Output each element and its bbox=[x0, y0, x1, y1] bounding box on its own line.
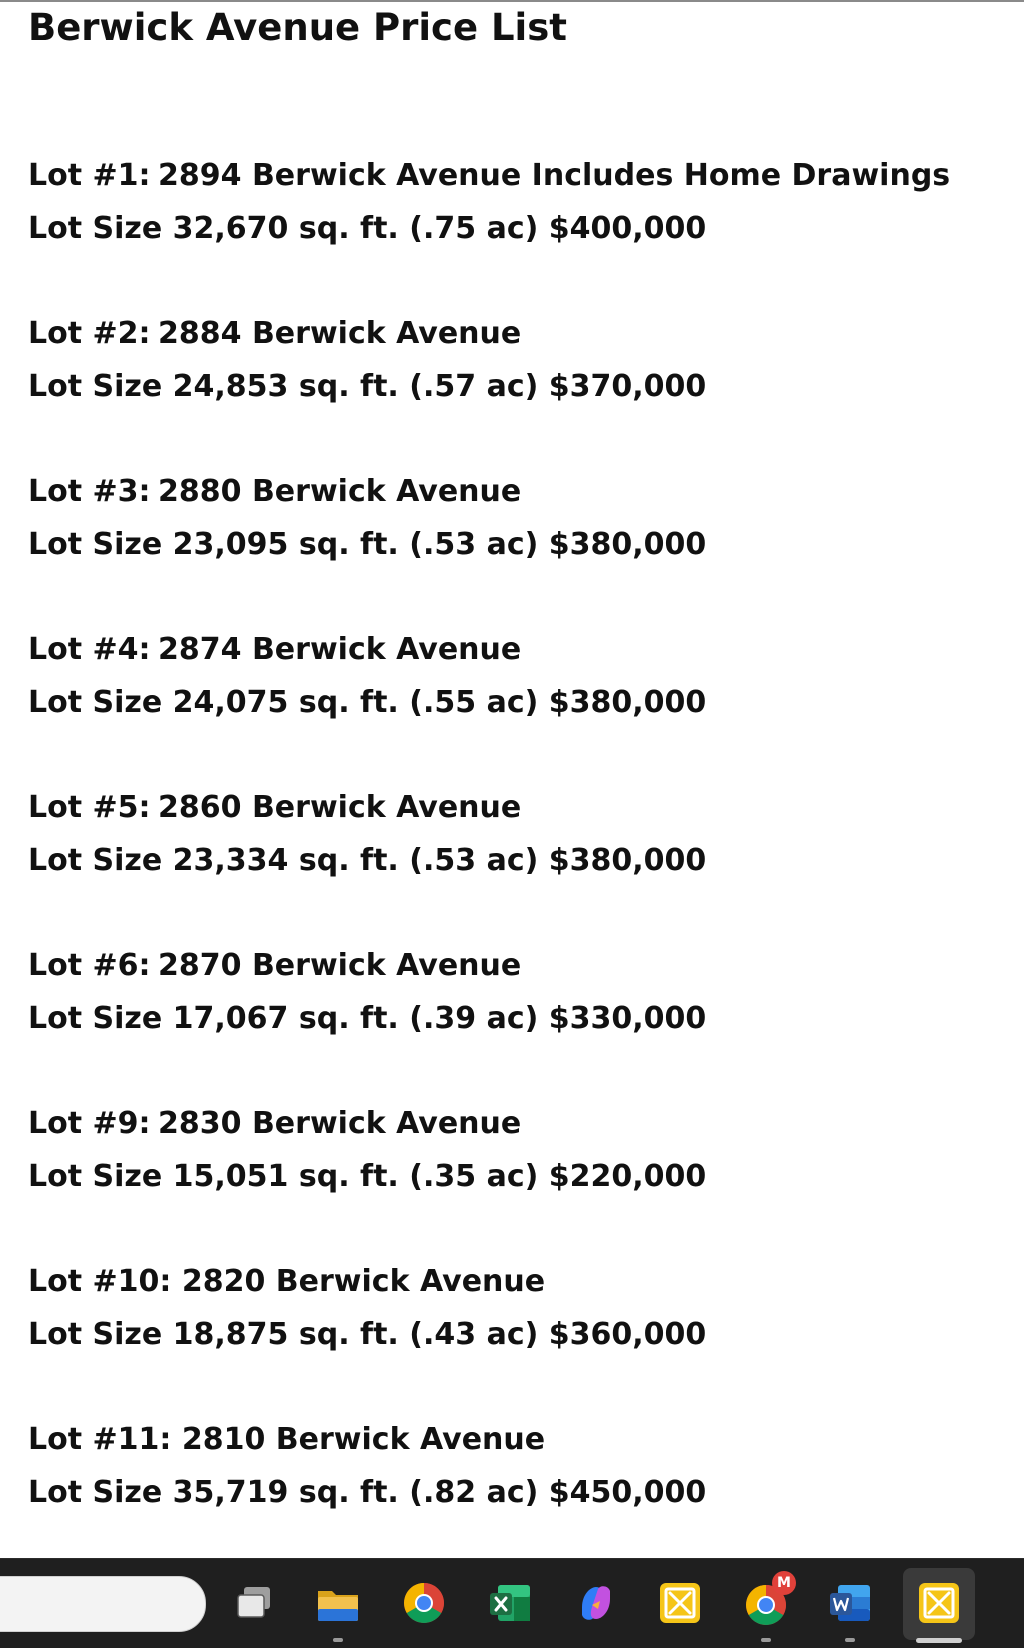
lot-size-price: Lot Size 17,067 sq. ft. (.39 ac) $330,000 bbox=[28, 1001, 707, 1036]
lot-size-price: Lot Size 18,875 sq. ft. (.43 ac) $360,000 bbox=[28, 1317, 707, 1352]
lot-size-price: Lot Size 15,051 sq. ft. (.35 ac) $220,000 bbox=[28, 1159, 707, 1194]
lot-address-line bbox=[28, 1106, 521, 1142]
snipping-tool-active-icon[interactable] bbox=[915, 1579, 963, 1627]
lot-number: Lot #4: bbox=[28, 632, 151, 667]
lot-address-line bbox=[28, 158, 950, 194]
snipping-tool-icon[interactable] bbox=[656, 1579, 704, 1627]
lot-address: 2894 Berwick Avenue Includes Home Drawings bbox=[158, 158, 951, 193]
chrome-icon[interactable] bbox=[400, 1579, 448, 1627]
lot-address-line bbox=[28, 632, 521, 668]
lot-number: Lot #6: bbox=[28, 948, 151, 983]
task-view-icon[interactable] bbox=[230, 1579, 278, 1627]
active-app-indicator bbox=[916, 1638, 962, 1643]
lot-address-line bbox=[28, 474, 521, 510]
lot-address-line bbox=[28, 1422, 545, 1458]
taskbar bbox=[0, 1558, 1024, 1648]
profile-badge: M bbox=[772, 1571, 796, 1595]
lot-number: Lot #11: bbox=[28, 1422, 172, 1457]
lot-address: 2830 Berwick Avenue bbox=[158, 1106, 522, 1141]
file-explorer-icon[interactable] bbox=[314, 1579, 362, 1627]
lot-number: Lot #2: bbox=[28, 316, 151, 351]
lot-size-price: Lot Size 35,719 sq. ft. (.82 ac) $450,000 bbox=[28, 1475, 707, 1510]
lot-address-line bbox=[28, 316, 521, 352]
lot-size-price: Lot Size 23,334 sq. ft. (.53 ac) $380,000 bbox=[28, 843, 707, 878]
running-indicator bbox=[845, 1638, 855, 1642]
taskbar-search-box[interactable] bbox=[0, 1576, 206, 1632]
excel-icon[interactable] bbox=[486, 1579, 534, 1627]
lot-address: 2874 Berwick Avenue bbox=[158, 632, 522, 667]
lot-number: Lot #9: bbox=[28, 1106, 151, 1141]
lot-size-price: Lot Size 24,853 sq. ft. (.57 ac) $370,000 bbox=[28, 369, 707, 404]
lot-address-line bbox=[28, 948, 521, 984]
running-indicator bbox=[333, 1638, 343, 1642]
lot-address: 2880 Berwick Avenue bbox=[158, 474, 522, 509]
lot-number: Lot #5: bbox=[28, 790, 151, 825]
lot-address-line bbox=[28, 1264, 545, 1300]
lot-size-price: Lot Size 23,095 sq. ft. (.53 ac) $380,000 bbox=[28, 527, 707, 562]
lot-size-price: Lot Size 32,670 sq. ft. (.75 ac) $400,000 bbox=[28, 211, 707, 246]
lot-address: 2810 Berwick Avenue bbox=[181, 1422, 546, 1457]
lot-address-line bbox=[28, 790, 521, 826]
copilot-icon[interactable] bbox=[572, 1579, 620, 1627]
page-title: Berwick Avenue Price List bbox=[28, 6, 567, 49]
word-icon[interactable] bbox=[826, 1579, 874, 1627]
lot-address: 2870 Berwick Avenue bbox=[158, 948, 522, 983]
lot-number: Lot #1: bbox=[28, 158, 151, 193]
lot-address: 2820 Berwick Avenue bbox=[181, 1264, 546, 1299]
lot-size-price: Lot Size 24,075 sq. ft. (.55 ac) $380,000 bbox=[28, 685, 707, 720]
lot-address: 2884 Berwick Avenue bbox=[158, 316, 522, 351]
lot-number: Lot #10: bbox=[28, 1264, 172, 1299]
running-indicator bbox=[761, 1638, 771, 1642]
lot-address: 2860 Berwick Avenue bbox=[158, 790, 522, 825]
lot-number: Lot #3: bbox=[28, 474, 151, 509]
